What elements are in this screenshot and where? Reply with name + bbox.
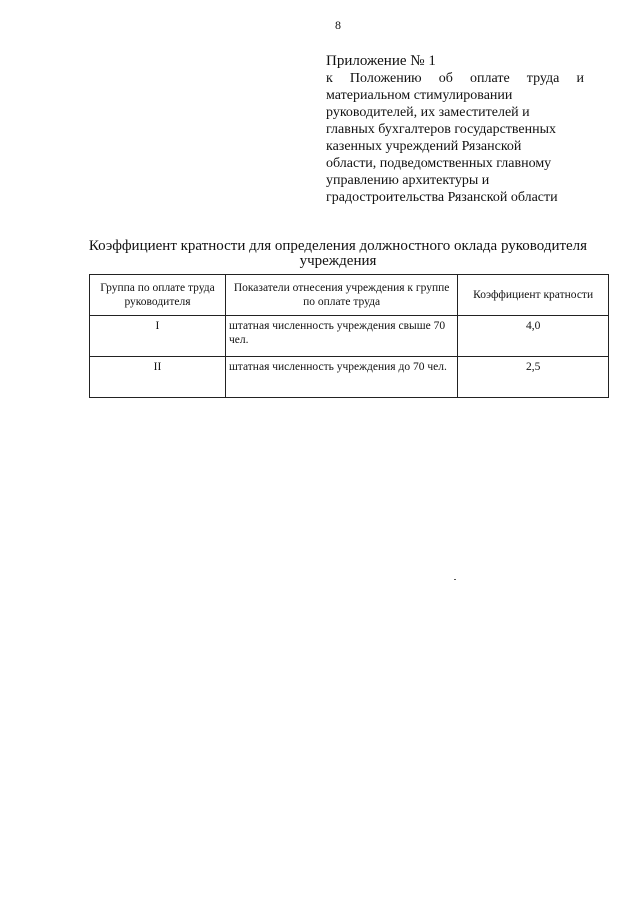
column-header-group: Группа по оплате труда руководителя xyxy=(90,275,226,316)
appendix-line: казенных учреждений Рязанской xyxy=(326,139,522,154)
column-header-indicator: Показатели отнесения учреждения к группе по оплате труда xyxy=(225,275,457,316)
column-header-coefficient: Коэффициент кратности xyxy=(458,275,609,316)
table-row xyxy=(90,357,609,398)
cell-group: II xyxy=(90,357,226,398)
appendix-heading: Приложение № 1 xyxy=(326,53,436,69)
table-row xyxy=(90,316,609,357)
appendix-line: области, подведомственных главному xyxy=(326,156,552,171)
cell-indicator: штатная численность учреждения до 70 чел. xyxy=(225,357,457,398)
appendix-line: управлению архитектуры и xyxy=(326,173,490,188)
coefficient-table xyxy=(89,274,609,398)
cell-coefficient: 2,5 xyxy=(458,357,609,398)
appendix-line: градостроительства Рязанской области xyxy=(326,190,558,205)
appendix-line: главных бухгалтеров государственных xyxy=(326,122,557,137)
cell-group: I xyxy=(90,316,226,357)
appendix-line: руководителей, их заместителей и xyxy=(326,105,530,120)
cell-coefficient: 4,0 xyxy=(458,316,609,357)
cell-indicator: штатная численность учреждения свыше 70 чел. xyxy=(225,316,457,357)
document-title: Коэффициент кратности для определения должностного оклада руководителя учреждения xyxy=(88,238,588,269)
appendix-block xyxy=(326,53,584,206)
appendix-line: материальном стимулировании xyxy=(326,88,513,103)
page-number: 8 xyxy=(335,18,341,32)
table-header-row xyxy=(90,275,609,316)
appendix-line: к Положению об оплате труда и xyxy=(326,71,584,86)
scan-speck xyxy=(454,579,456,580)
